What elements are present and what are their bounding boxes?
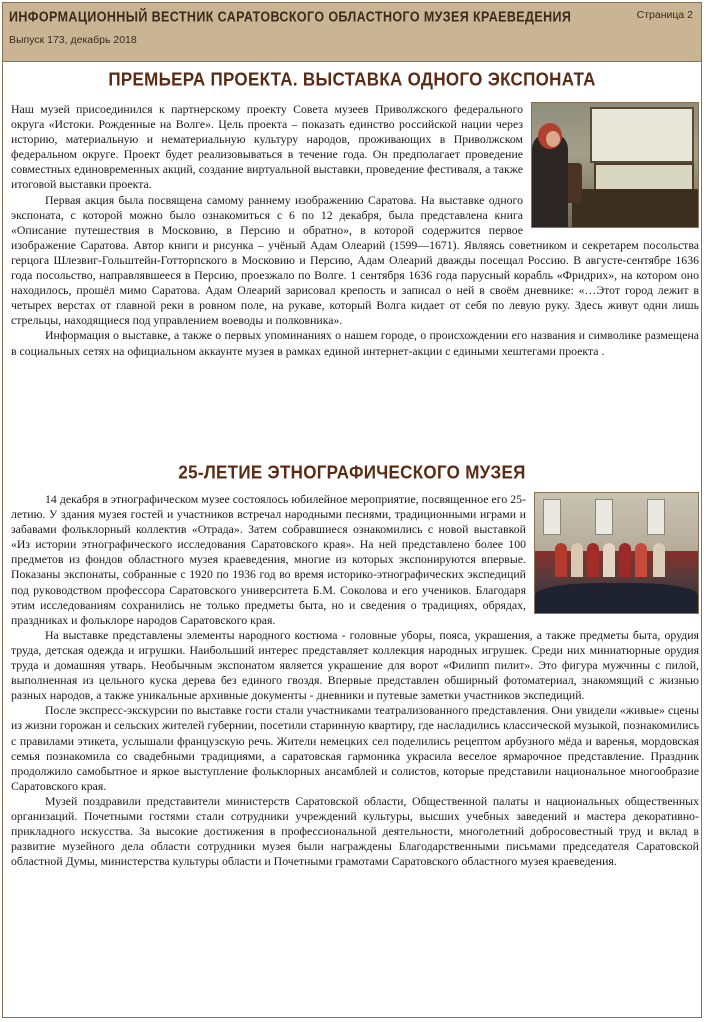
paragraph: Первая акция была посвящена самому раннему изображению Саратова. На выставке одного экспоната, с которой можно было ознакомиться с 6 по 12 декабря, была представлена книга «Описание путешествия в Московию, в Персию и обратно», в которой содержится первое изображение Саратова. Автор книги и рисунка – учёный Адам Олеарий (1599—1671). Являясь советником и секретарем посольства герцога Шлезвиг-Гольштейн-Готторпского в Московию и Персию, Адам Олеарий дважды посещал Россию. В августе-сентябре 1636 года посольство, направлявшееся в Персию, проезжало по Волге. 1 сентября 1636 года парусный корабль «Фридрих», на котором оно находилось, прошёл мимо Саратова. Адам Олеарий зарисовал крепость и записал о ней в своём дневнике: «…Этот город лежит в четырех верстах от главной реки в ровном поле, на рукаве, который Волга кидает от себя по левую руку. Здесь живут одни лишь стрельцы, находящиеся под управлением воеводы и полковника». xyxy=(11,192,699,328)
paragraph: Музей поздравили представители министерств Саратовской области, Общественной палаты и национальных общественных организаций. Почетными гостями стали сотрудники учреждений культуры, высших учебных заведений и мастера декоративно-прикладного искусства. За высокие достижения в профессиональной деятельности, многолетний добросовестный труд и вклад в развитие музейного дела области сотрудники музея были награждены Благодарственными письмами председателя Саратовской областной Думы, министерства культуры области и Почетными грамотами Саратовского областного музея краеведения. xyxy=(11,793,699,869)
celebration-photo xyxy=(534,492,699,614)
newsletter-header xyxy=(3,3,701,62)
paragraph: После экспресс-экскурсии по выставке гости стали участниками театрализованного представления. Они увидели «живые» сцены из жизни горожан и сельских жителей губернии, посетили старинную квартиру, где насладились классической музыкой, познакомились с правилами этикета, услышали французскую речь. Жители немецких сел поделились рецептом арбузного мёда и варенья, мордовская семья познакомила со свадебными традициями, а саратовская гармоника украсила веселое ярмарочное представление. Праздник продолжило самобытное и яркое выступление фольклорных ансамблей и солистов, которые представили национальное многообразие Саратовского края. xyxy=(11,703,699,793)
paragraph: На выставке представлены элементы народного костюма - головные уборы, пояса, украшения, а также предметы быта, орудия труда, детская одежда и игрушки. Наибольший интерес представляет коллекция народных игрушек. Среди них миниатюрные орудия труда и домашняя утварь. Необычным экспонатом является украшение для ворот «Филипп пилит». Это фигура мужчины с пилой, выполненная из цельного куска дерева без единого гвоздя. Впервые представлен обширный фотоматериал, знакомящий с жизнью разных народов, а также уникальные архивные документы - дневники и путевые заметки участников экспедиций. xyxy=(11,627,699,703)
paragraph: Наш музей присоединился к партнерскому проекту Совета музеев Приволжского федерального округа «Истоки. Рожденные на Волге». Цель проекта – показать единство российской нации через историю, материальную и нематериальную культуру народов, проживающих в Приволжском федеральном округе. Проект будет реализовываться в течение года. Он предполагает проведение совместных единовременных акций, создание виртуальной выставки, проведение фестиваля, а также итоговой выставки проекта. xyxy=(11,102,523,192)
article-heading-ethno-museum: 25-ЛЕТИЕ ЭТНОГРАФИЧЕСКОГО МУЗЕЯ xyxy=(178,462,526,483)
page-number: Страница 2 xyxy=(636,9,693,21)
article-body-ethno-museum xyxy=(11,492,699,869)
article-body-premiere xyxy=(11,102,699,359)
exhibition-photo xyxy=(531,102,699,228)
newsletter-title: ИНФОРМАЦИОННЫЙ ВЕСТНИК САРАТОВСКОГО ОБЛАСТНОГО МУЗЕЯ КРАЕВЕДЕНИЯ xyxy=(9,9,572,26)
paragraph: Информация о выставке, а также о первых упоминаниях о нашем городе, о происхождении его названия и символике размещена в социальных сетях на официальном аккаунте музея в рамках единой интернет-акции с едиными хештегами проекта . xyxy=(11,328,699,358)
issue-info: Выпуск 173, декабрь 2018 xyxy=(9,34,137,46)
paragraph: 14 декабря в этнографическом музее состоялось юбилейное мероприятие, посвященное его 25-летию. У здания музея гостей и участников встречал народными песнями, традиционными играми и забавами фольклорный коллектив «Отрада». Затем собравшиеся ознакомились с новой выставкой «Из истории этнографического исследования Саратовского края». На ней представлено более 100 предметов из фондов областного музея краеведения, многие из которых экспонируются впервые. Показаны экспонаты, собранные с 1920 по 1936 год во время историко-этнографических экспедиций под руководством профессора Саратовского университета Б.М. Соколова и его учеников. Благодаря этим исследованиям сохранились не только предметы быта, но и сведения о традициях, обрядах, праздниках и фольклоре народов Саратовского края. xyxy=(11,492,526,627)
article-heading-premiere: ПРЕМЬЕРА ПРОЕКТА. ВЫСТАВКА ОДНОГО ЭКСПОНАТА xyxy=(108,69,596,90)
newsletter-page xyxy=(2,2,702,1018)
